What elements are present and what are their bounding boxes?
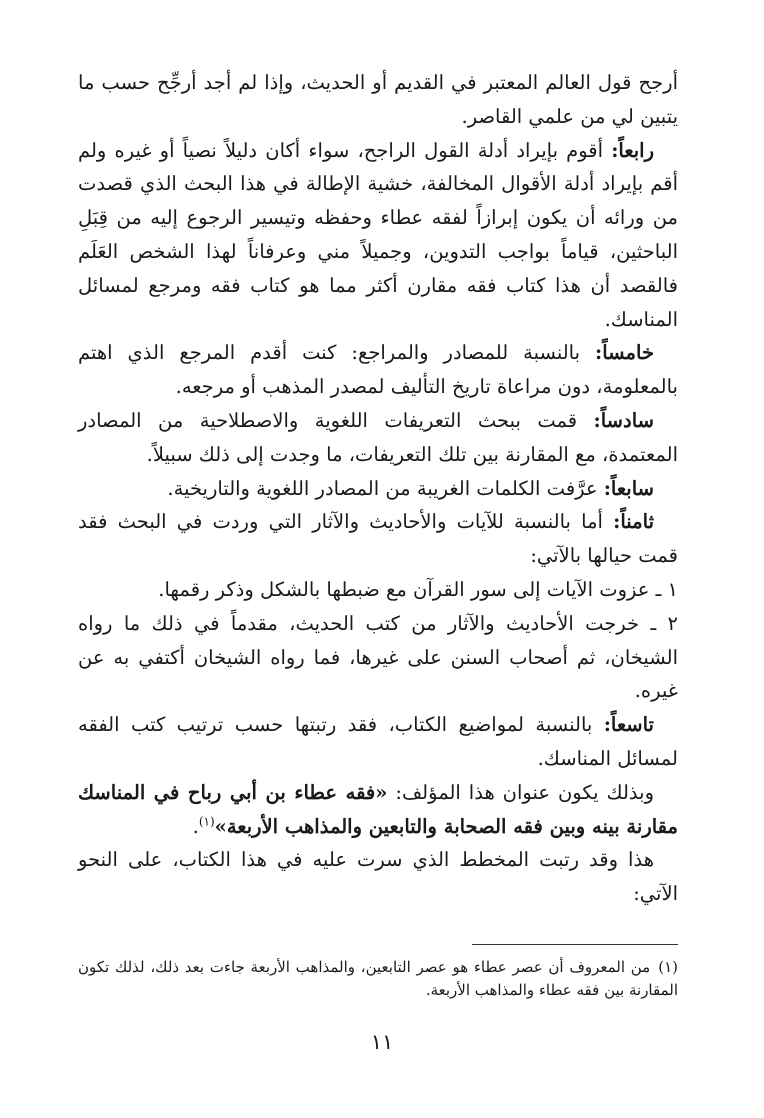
paragraph	[78, 708, 678, 776]
footnote	[78, 956, 678, 1002]
list-item-text: ٢ ـ خرجت الأحاديث والآثار من كتب الحديث، مقدماً في ذلك ما رواه الشيخان، ثم أصحاب السنن على غيرها، فما رواه الشيخان أكتفي به عن غيره.	[78, 611, 678, 703]
paragraph	[78, 843, 678, 911]
paragraph-text: وبذلك يكون عنوان هذا المؤلف:	[387, 780, 654, 804]
page-number: ١١	[370, 1030, 394, 1054]
paragraph-text: أما بالنسبة للآيات والأحاديث والآثار التي وردت في البحث فقد قمت حيالها بالآتي:	[78, 510, 678, 568]
list-item-text: ١ ـ عزوت الآيات إلى سور القرآن مع ضبطها بالشكل وذكر رقمها.	[158, 577, 678, 601]
paragraph-text: قمت ببحث التعريفات اللغوية والاصطلاحية من المصادر المعتمدة، مع المقارنة بين تلك التعريفات، ما وجدت إلى ذلك سبيلاً.	[78, 408, 678, 466]
footnote-divider	[472, 944, 678, 945]
section-keyword: تاسعاً:	[603, 713, 654, 737]
footnote-text: من المعروف أن عصر عطاء هو عصر التابعين، والمذاهب الأربعة جاءت بعد ذلك، لذلك تكون المقارنة بين فقه عطاء والمذاهب الأربعة.	[78, 958, 678, 999]
paragraph-text: هذا وقد رتبت المخطط الذي سرت عليه في هذا الكتاب، على النحو الآتي:	[78, 848, 678, 906]
list-item	[78, 573, 678, 607]
section-keyword: ثامناً:	[613, 510, 654, 534]
paragraph-text: أقوم بإيراد أدلة القول الراجح، سواء أكان دليلاً نصياً أو غيره ولم أقم بإيراد أدلة الأقوال المخالفة، خشية الإطالة في هذا البحث الذي قصدت من ورائه أن يكون إبرازاً لفقه عطاء وحفظه وتيسير الرجوع إليه من قِبَلِ الباحثين، قياماً بواجب التدوين، وجميلاً مني وعرفاناً لهذا الشخص العَلَم فالقصد أن هذا كتاب فقه مقارن أكثر مما هو كتاب فقه ومرجع لمسائل المناسك.	[78, 138, 678, 331]
footnote-number: (١)	[658, 958, 678, 976]
section-keyword: سادساً:	[593, 408, 654, 432]
paragraph	[78, 505, 678, 573]
paragraph-text: بالنسبة للمصادر والمراجع: كنت أقدم المرجع الذي اهتم بالمعلومة، دون مراعاة تاريخ التأليف لمصدر المذهب أو مرجعه.	[78, 341, 678, 399]
section-keyword: سابعاً:	[603, 476, 654, 500]
paragraph	[78, 472, 678, 506]
main-text	[78, 66, 678, 911]
paragraph	[78, 134, 678, 337]
footnote-reference[interactable]: (١)	[198, 814, 215, 829]
book-title: «فقه عطاء بن أبي رباح في المناسك مقارنة بينه وبين فقه الصحابة والتابعين والمذاهب الأربعة»	[78, 780, 678, 838]
paragraph-text: .	[192, 814, 199, 838]
paragraph	[78, 336, 678, 404]
paragraph-text: أرجح قول العالم المعتبر في القديم أو الحديث، وإذا لم أجد أرجِّح حسب ما يتبين لي من علمي القاصر.	[78, 71, 678, 128]
paragraph	[78, 404, 678, 472]
section-keyword: رابعاً:	[611, 138, 654, 162]
paragraph-text: بالنسبة لمواضيع الكتاب، فقد رتبتها حسب ترتيب كتب الفقه لمسائل المناسك.	[78, 713, 678, 770]
paragraph	[78, 66, 678, 134]
list-item	[78, 607, 678, 708]
paragraph-text: عرَّفت الكلمات الغريبة من المصادر اللغوية والتاريخية.	[167, 476, 604, 500]
paragraph	[78, 776, 678, 844]
section-keyword: خامساً:	[595, 341, 654, 365]
